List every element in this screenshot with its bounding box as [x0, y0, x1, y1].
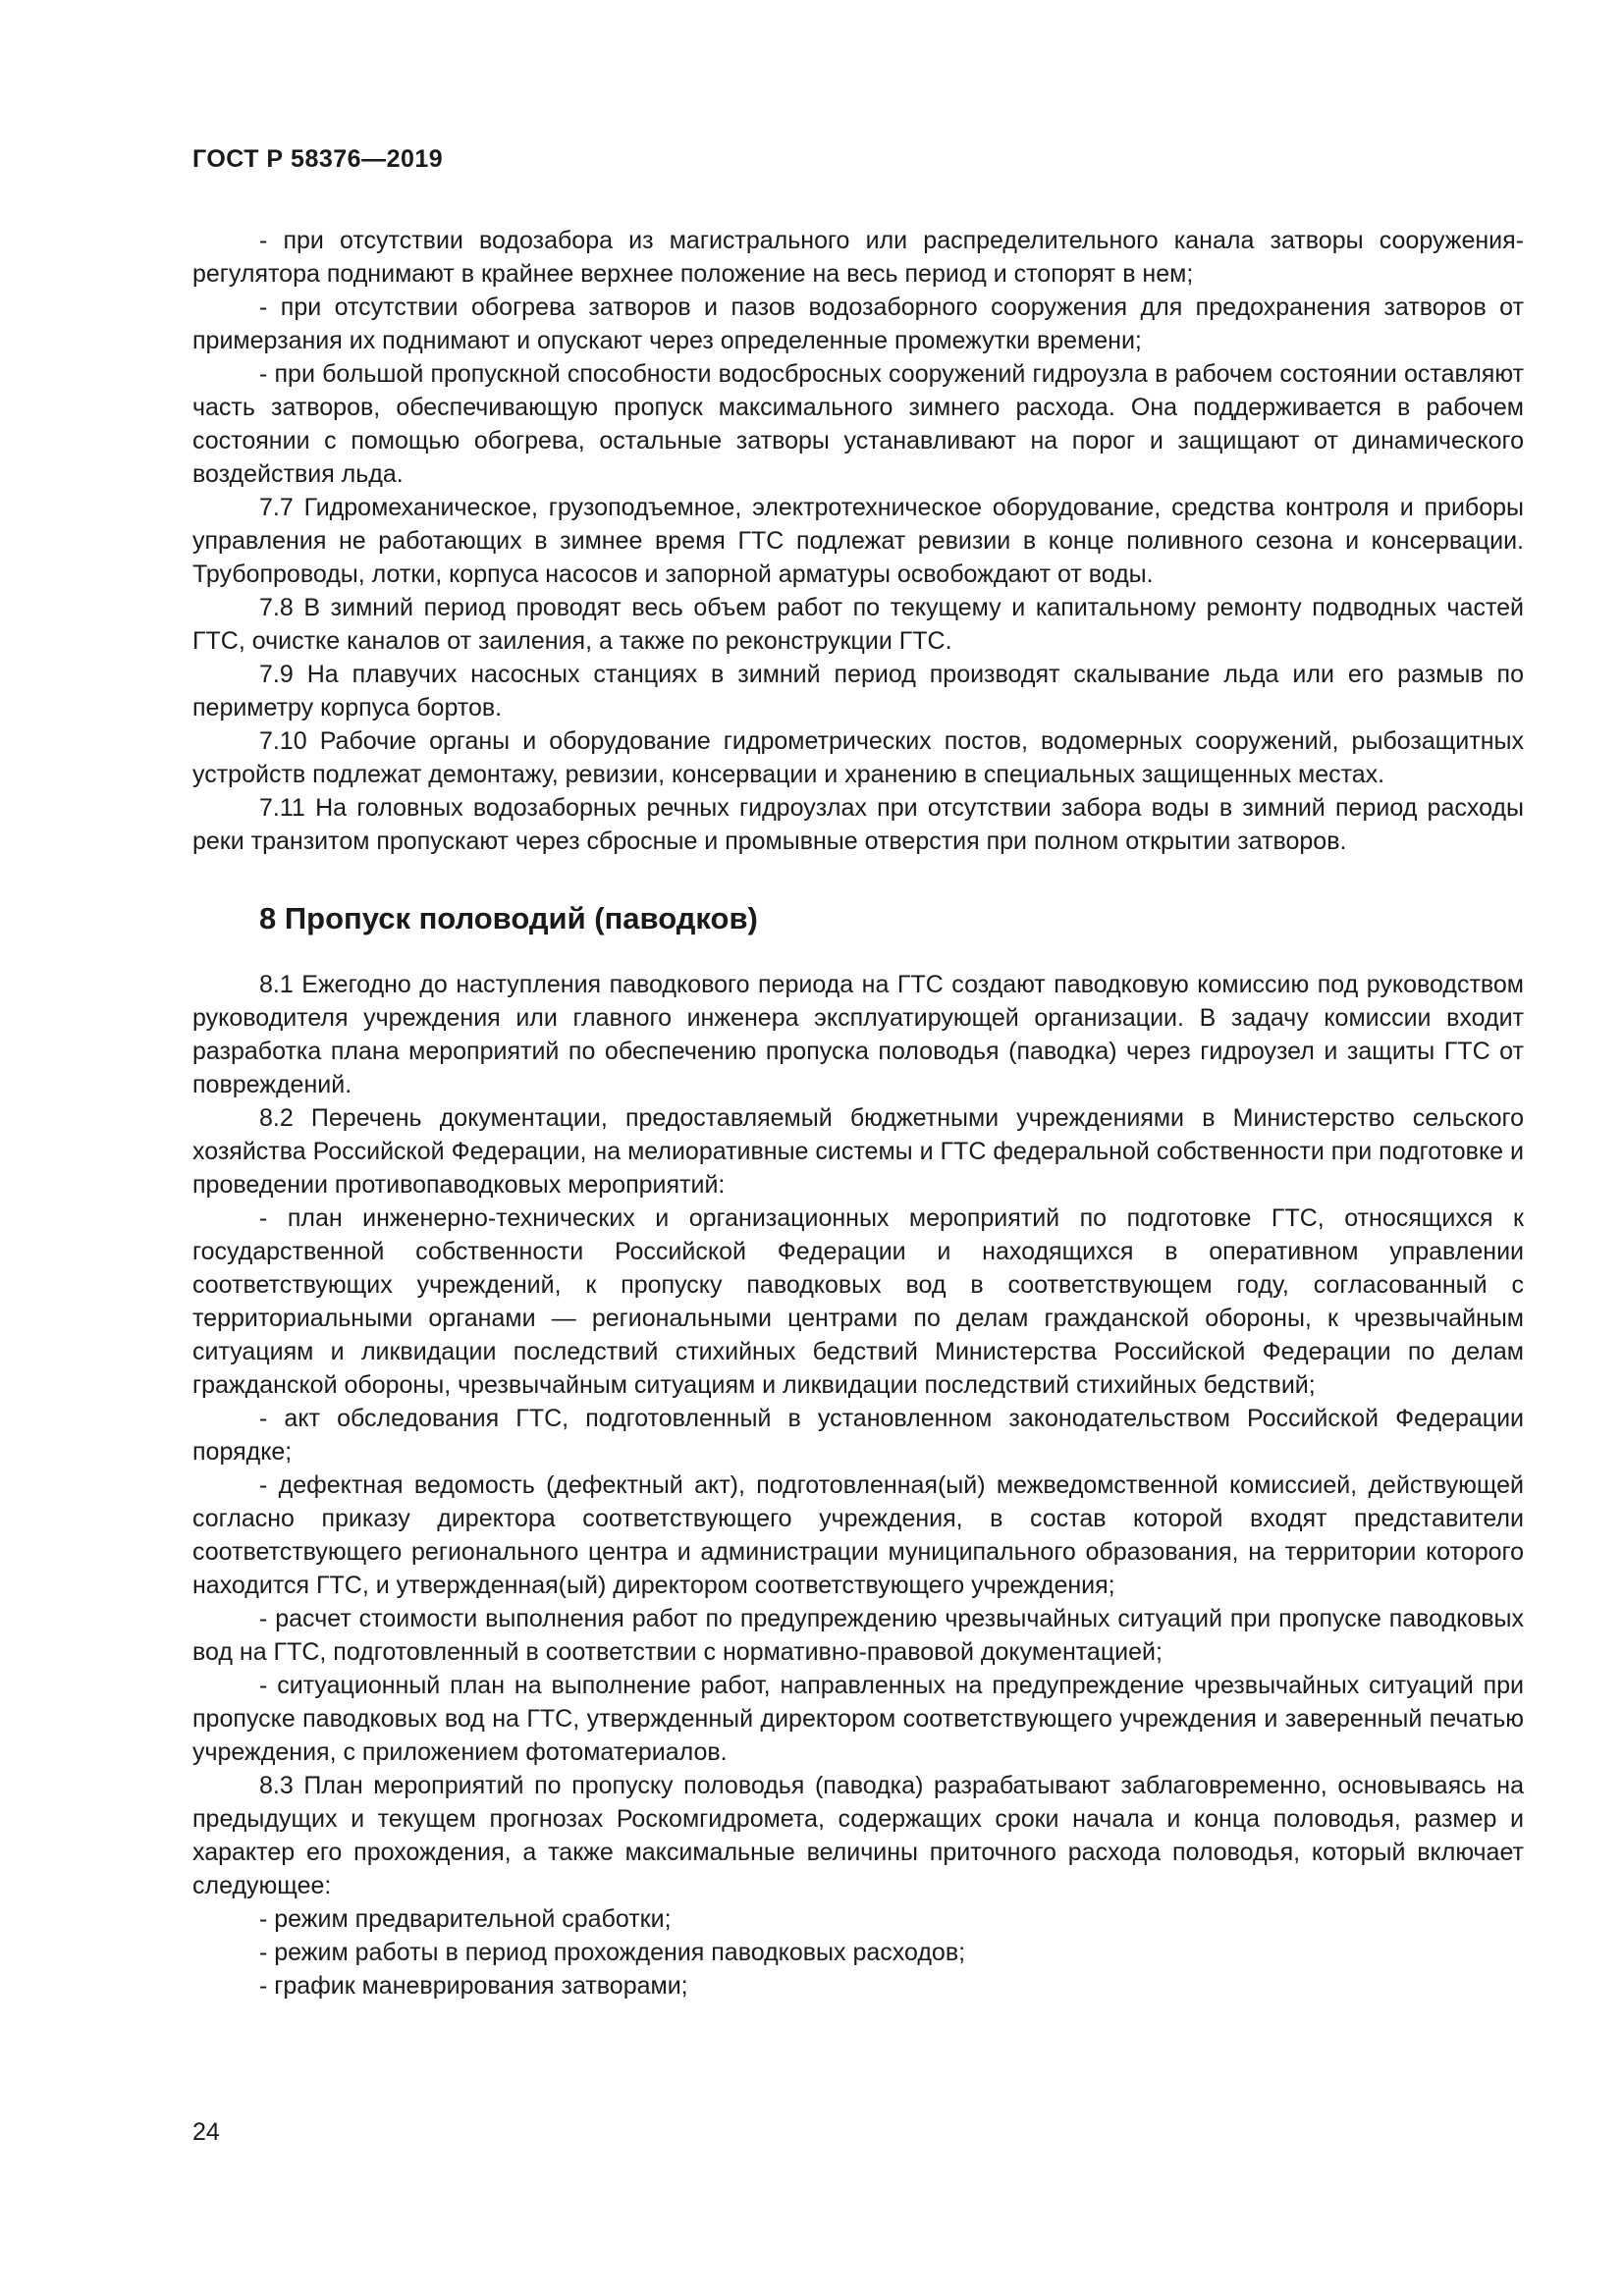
page-number: 24 — [192, 2118, 220, 2146]
paragraph: 7.10 Рабочие органы и оборудование гидрометрических постов, водомерных сооружений, рыбозащитных устройств подлежат демонтажу, ревизии, консервации и хранению в специальных защищенных местах. — [192, 727, 1524, 788]
paragraph: 7.7 Гидромеханическое, грузоподъемное, электротехническое оборудование, средства контроля и приборы управления не работающих в зимнее время ГТС подлежат ревизии в конце поливного сезона и консервации. Трубопроводы, лотки, корпуса насосов и запорной арматуры освобождают от воды. — [192, 494, 1524, 588]
document-body — [192, 224, 1524, 2002]
paragraph: 7.8 В зимний период проводят весь объем работ по текущему и капитальному ремонту подводных частей ГТС, очистке каналов от заиления, а также по реконструкции ГТС. — [192, 594, 1524, 655]
paragraph: - при большой пропускной способности водосбросных сооружений гидроузла в рабочем состоянии оставляют часть затворов, обеспечивающую пропуск максимального зимнего расхода. Она поддерживается в рабочем состоянии с помощью обогрева, остальные затворы устанавливают на порог и защищают от динамического воздействия льда. — [192, 360, 1524, 488]
paragraph: - расчет стоимости выполнения работ по предупреждению чрезвычайных ситуаций при пропуске паводковых вод на ГТС, подготовленный в соответствии с нормативно-правовой документацией; — [192, 1605, 1524, 1666]
paragraph: - акт обследования ГТС, подготовленный в установленном законодательством Российской Федерации порядке; — [192, 1405, 1524, 1466]
paragraph: - режим предварительной сработки; — [259, 1905, 672, 1933]
paragraph: - режим работы в период прохождения паводковых расходов; — [259, 1939, 966, 1966]
paragraph: - ситуационный план на выполнение работ, направленных на предупреждение чрезвычайных ситуаций при пропуске паводковых вод на ГТС, утвержденный директором соответствующего учреждения и заверенный печатью учреждения, с приложением фотоматериалов. — [192, 1672, 1524, 1766]
paragraph: - график маневрирования затворами; — [259, 1972, 688, 2000]
document-code-header: ГОСТ Р 58376—2019 — [192, 145, 444, 173]
paragraph: - при отсутствии обогрева затворов и пазов водозаборного сооружения для предохранения затворов от примерзания их поднимают и опускают через определенные промежутки времени; — [192, 294, 1524, 354]
section-heading: 8 Пропуск половодий (паводков) — [259, 901, 758, 935]
paragraph: 8.2 Перечень документации, предоставляемый бюджетными учреждениями в Министерство сельского хозяйства Российской Федерации, на мелиоративные системы и ГТС федеральной собственности при подготовке и проведении противопаводковых мероприятий: — [192, 1104, 1524, 1199]
paragraph: 8.1 Ежегодно до наступления паводкового периода на ГТС создают паводковую комиссию под руководством руководителя учреждения или главного инженера эксплуатирующей организации. В задачу комиссии входит разработка плана мероприятий по обеспечению пропуска половодья (паводка) через гидроузел и защиты ГТС от повреждений. — [192, 971, 1524, 1098]
paragraph: 8.3 План мероприятий по пропуску половодья (паводка) разрабатывают заблаговременно, основываясь на предыдущих и текущем прогнозах Роскомгидромета, содержащих сроки начала и конца половодья, размер и характер его прохождения, а также максимальные величины приточного расхода половодья, который включает следующее: — [192, 1772, 1524, 1899]
paragraph: - дефектная ведомость (дефектный акт), подготовленная(ый) межведомственной комиссией, действующей согласно приказу директора соответствующего учреждения, в состав которой входят представители соответствующего регионального центра и администрации муниципального образования, на территории которого находится ГТС, и утвержденная(ый) директором соответствующего учреждения; — [192, 1471, 1524, 1599]
paragraph: 7.11 На головных водозаборных речных гидроузлах при отсутствии забора воды в зимний период расходы реки транзитом пропускают через сбросные и промывные отверстия при полном открытии затворов. — [192, 794, 1524, 855]
paragraph: 7.9 На плавучих насосных станциях в зимний период производят скалывание льда или его размыв по периметру корпуса бортов. — [192, 661, 1524, 721]
paragraph: - план инженерно-технических и организационных мероприятий по подготовке ГТС, относящихся к государственной собственности Российской Федерации и находящихся в оперативном управлении соответствующих учреждений, к пропуску паводковых вод в соответствующем году, согласованный с территориальными органами — региональными центрами по делам гражданской обороны, к чрезвычайным ситуациям и ликвидации последствий стихийных бедствий Министерства Российской Федерации по делам гражданской обороны, чрезвычайным ситуациям и ликвидации последствий стихийных бедствий; — [192, 1204, 1524, 1399]
paragraph: - при отсутствии водозабора из магистрального или распределительного канала затворы сооружения-регулятора поднимают в крайнее верхнее положение на весь период и стопорят в нем; — [192, 227, 1524, 288]
